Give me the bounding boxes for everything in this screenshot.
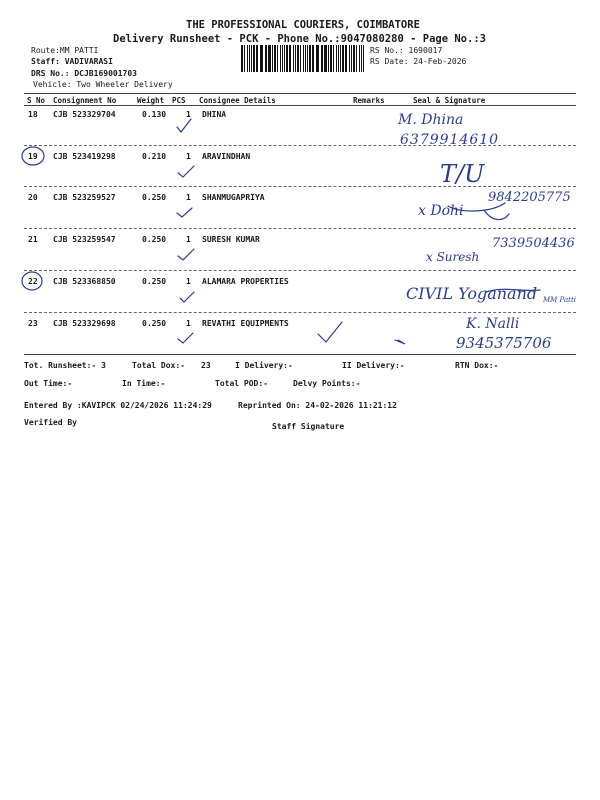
row-consignment: CJB 523259547 <box>53 235 116 244</box>
row-pcs: 1 <box>186 110 191 119</box>
row-consignment: CJB 523329704 <box>53 110 116 119</box>
vehicle-value: Two Wheeler Delivery <box>76 80 173 89</box>
signature-stroke <box>486 289 540 292</box>
vehicle-label: Vehicle: <box>33 80 72 89</box>
signature-stroke <box>448 203 505 211</box>
handwritten-mark: T/U <box>440 160 485 188</box>
col-sno: S No <box>27 96 46 105</box>
staff-signature: Staff Signature <box>272 422 345 431</box>
drs-label: DRS No.: <box>31 69 70 78</box>
staff-label: Staff: <box>31 57 60 66</box>
company-title: THE PROFESSIONAL COURIERS, COIMBATORE <box>186 19 420 31</box>
rs-date-label: RS Date: <box>370 57 409 66</box>
out-time: Out Time:- <box>24 379 73 388</box>
col-seal: Seal & Signature <box>413 96 486 105</box>
row-pcs: 1 <box>186 277 191 286</box>
row-weight: 0.250 <box>142 277 167 286</box>
col-consignment: Consignment No <box>53 96 117 105</box>
total-pod: Total POD:- <box>215 379 268 388</box>
check-mark-icon <box>178 249 194 260</box>
total-dox-value: 23 <box>201 361 211 370</box>
check-mark-icon <box>178 333 193 343</box>
route-label: Route: <box>31 46 60 55</box>
row-pcs: 1 <box>186 235 191 244</box>
check-mark-icon <box>180 292 194 302</box>
row-weight: 0.130 <box>142 110 167 119</box>
handwritten-signature: x Dohi <box>418 203 464 219</box>
check-mark-icon <box>177 208 192 217</box>
circle-mark-icon <box>22 147 44 165</box>
check-mark-icon <box>178 166 194 177</box>
row-consignee: REVATHI EQUIPMENTS <box>202 319 289 328</box>
entered-by: Entered By :KAVIPCK 02/24/2026 11:24:29 <box>24 401 212 410</box>
row-consignee: SURESH KUMAR <box>202 235 260 244</box>
drs-value: DCJB169001703 <box>74 69 137 78</box>
row-sno: 23 <box>28 319 38 328</box>
i-delivery: I Delivery:- <box>235 361 293 370</box>
handwritten-phone: 6379914610 <box>400 132 500 148</box>
row-consignee: ALAMARA PROPERTIES <box>202 277 289 286</box>
row-sno: 18 <box>28 110 38 119</box>
staff-value: VADIVARASI <box>64 57 113 66</box>
row-sno: 20 <box>28 193 38 202</box>
handwritten-phone: 7339504436 <box>492 236 575 251</box>
handwritten-note: MM Patti <box>543 296 576 304</box>
col-weight: Weight <box>137 96 165 105</box>
handwritten-phone: 9842205775 <box>488 190 571 205</box>
delvy-points: Delvy Points:- <box>293 379 361 388</box>
signature-stroke <box>484 210 509 220</box>
total-dox-label: Total Dox:- <box>132 361 185 370</box>
row-consignee: SHANMUGAPRIYA <box>202 193 265 202</box>
check-mark-icon <box>177 119 191 132</box>
row-pcs: 1 <box>186 193 191 202</box>
verified-by: Verified By <box>24 418 77 427</box>
handwritten-phone: 9345375706 <box>456 334 552 352</box>
reprinted-on: Reprinted On: 24-02-2026 11:21:12 <box>238 401 397 410</box>
row-weight: 0.210 <box>142 152 167 161</box>
ii-delivery: II Delivery:- <box>342 361 405 370</box>
handwritten-signature: K. Nalli <box>466 316 520 332</box>
rs-no-value: 1690017 <box>408 46 443 55</box>
circle-mark-icon <box>22 272 42 290</box>
row-weight: 0.250 <box>142 319 167 328</box>
tot-runsheet: Tot. Runsheet:- 3 <box>24 361 106 370</box>
signature-stroke <box>395 340 405 344</box>
row-pcs: 1 <box>186 319 191 328</box>
handwritten-signature: x Suresh <box>426 250 480 264</box>
col-consignee: Consignee Details <box>199 96 276 105</box>
row-consignment: CJB 523368850 <box>53 277 116 286</box>
row-consignee: DHINA <box>202 110 227 119</box>
handwritten-name: M. Dhina <box>398 112 464 128</box>
row-pcs: 1 <box>186 152 191 161</box>
handwritten-signature: CIVIL Yoganand <box>406 284 538 303</box>
col-remarks: Remarks <box>353 96 385 105</box>
row-weight: 0.250 <box>142 193 167 202</box>
in-time: In Time:- <box>122 379 166 388</box>
row-sno: 21 <box>28 235 38 244</box>
row-sno: 19 <box>28 152 38 161</box>
rs-no-label: RS No.: <box>370 46 404 55</box>
row-sno: 22 <box>28 277 38 286</box>
route-value: MM PATTI <box>59 46 99 55</box>
runsheet-subtitle: Delivery Runsheet - PCK - Phone No.:9047080280 - Page No.:3 <box>113 33 486 45</box>
row-consignment: CJB 523329698 <box>53 319 116 328</box>
col-pcs: PCS <box>172 96 186 105</box>
row-consignee: ARAVINDHAN <box>202 152 251 161</box>
rs-date-value: 24-Feb-2026 <box>413 57 467 66</box>
rtn-dox: RTN Dox:- <box>455 361 499 370</box>
check-mark-icon <box>318 322 342 342</box>
row-consignment: CJB 523259527 <box>53 193 116 202</box>
row-consignment: CJB 523419298 <box>53 152 116 161</box>
row-weight: 0.250 <box>142 235 167 244</box>
